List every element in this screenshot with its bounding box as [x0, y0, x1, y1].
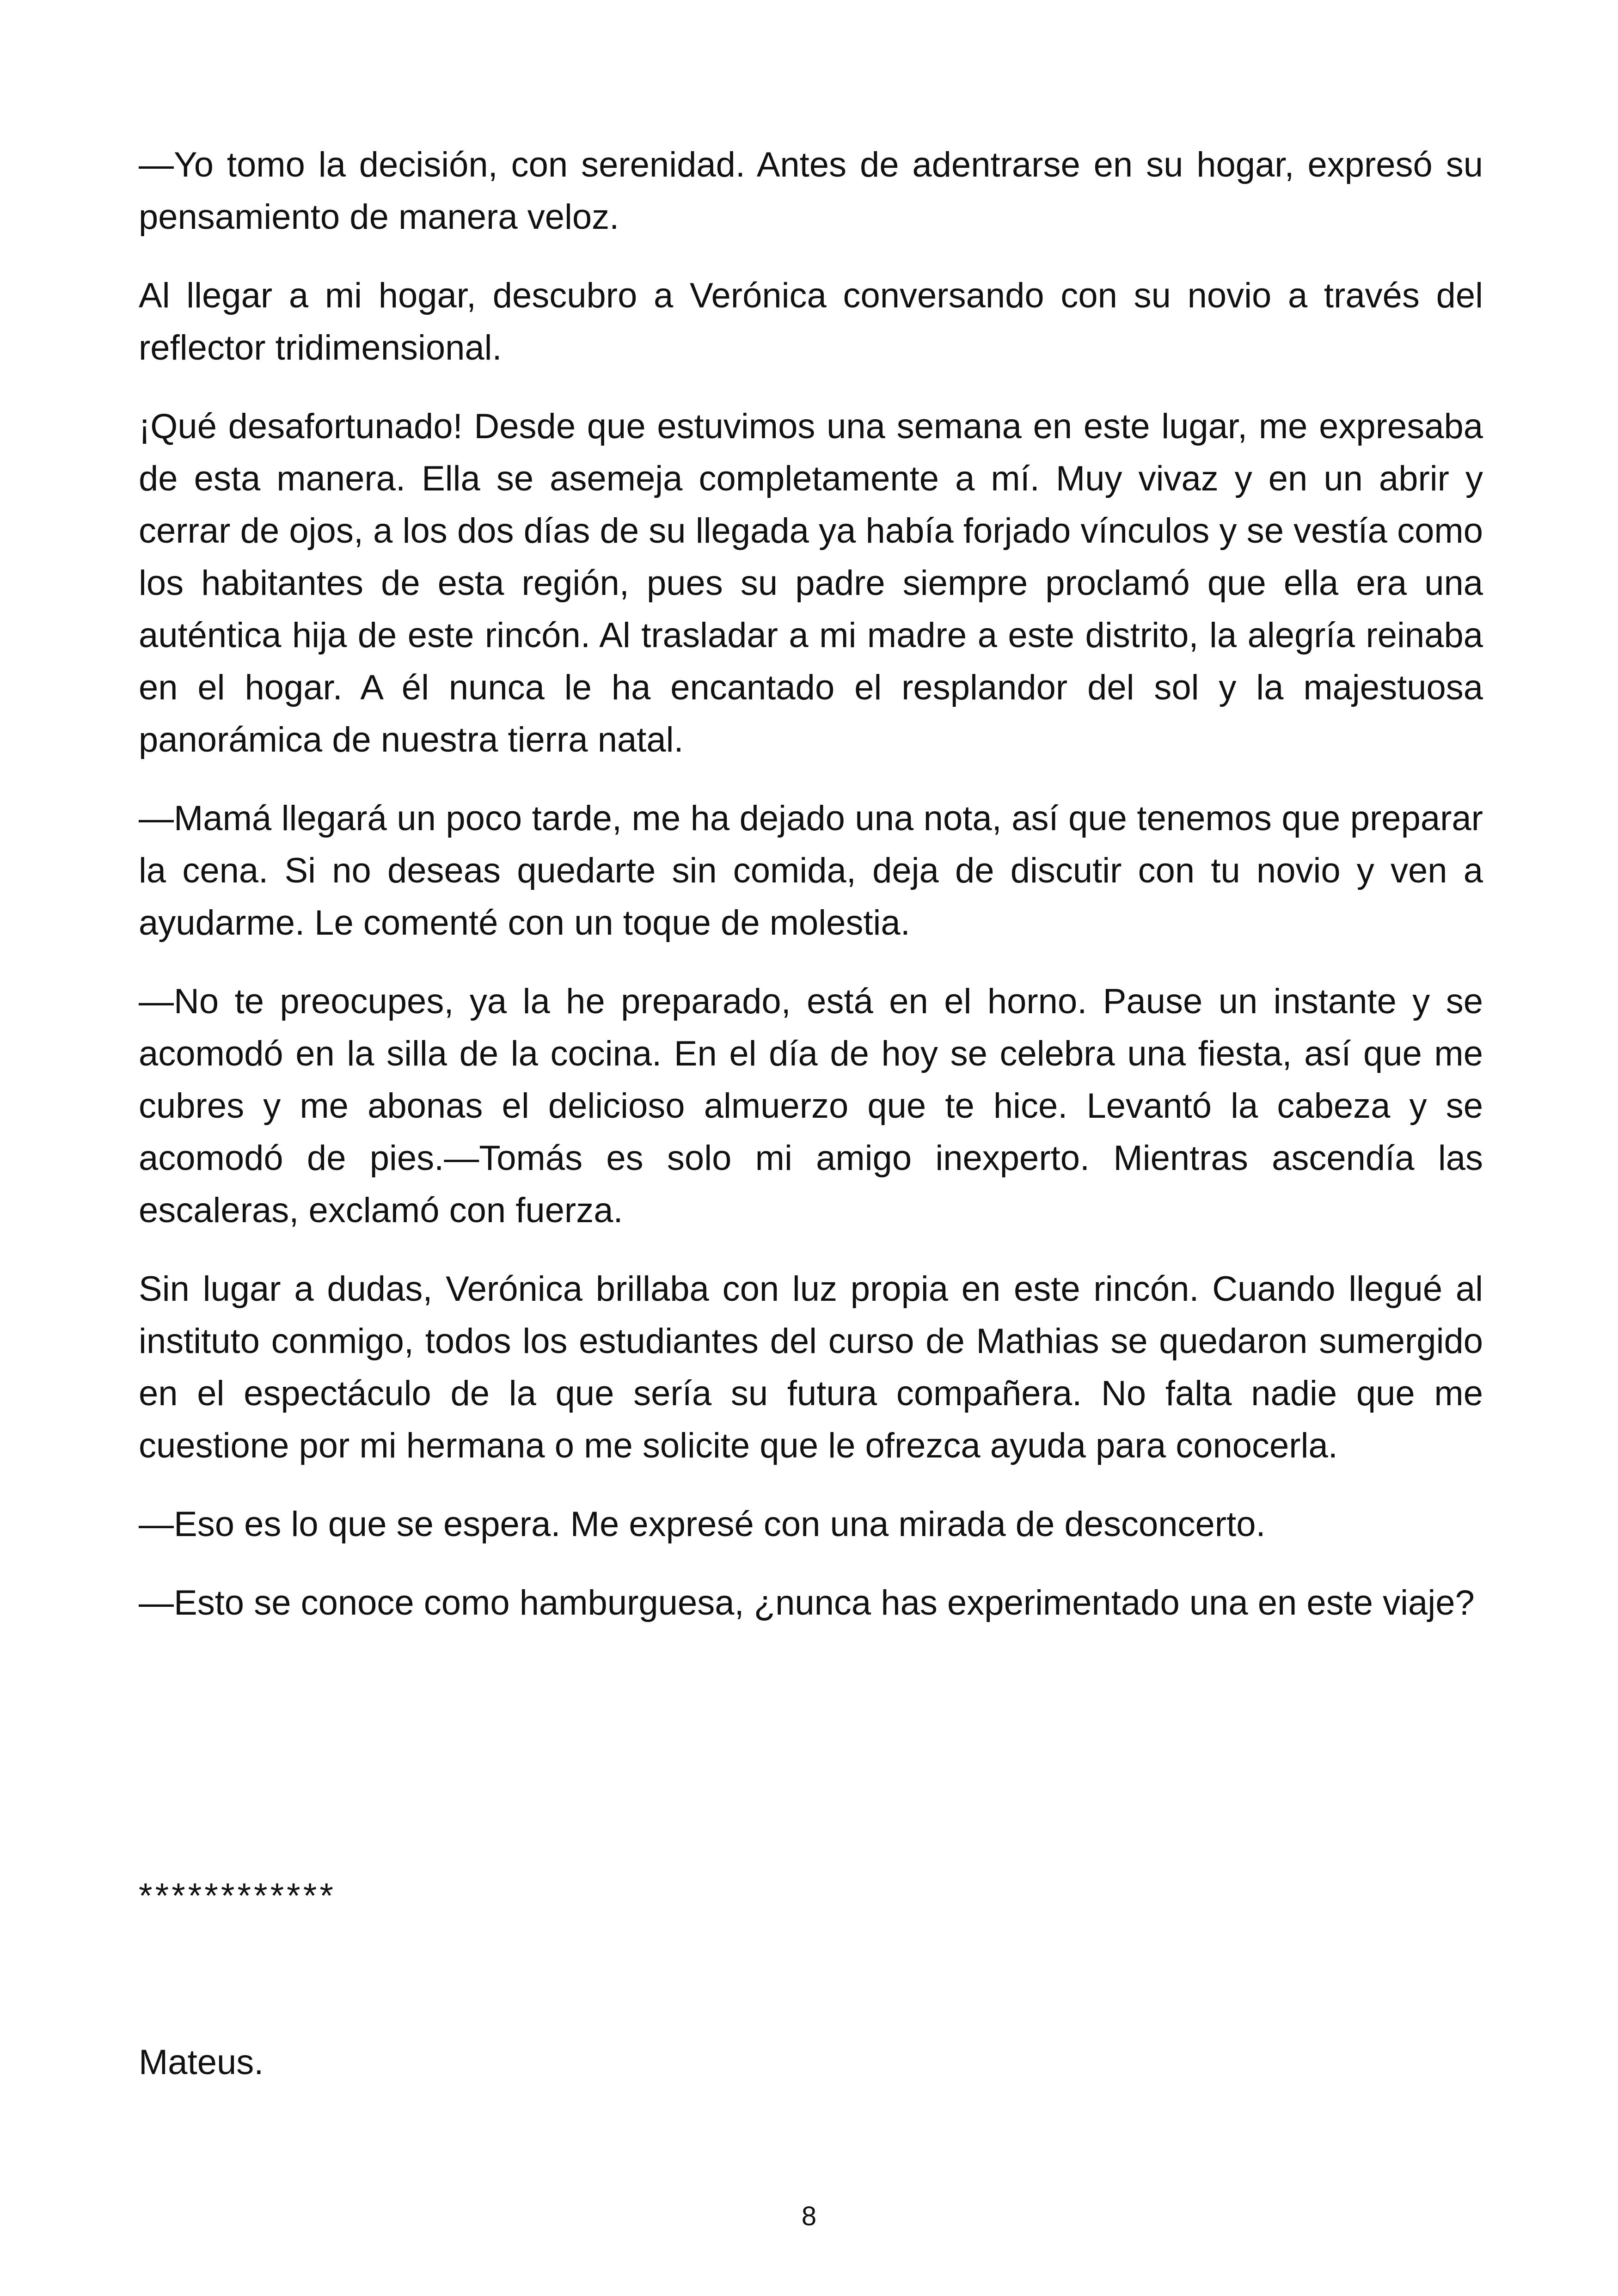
paragraph-8: —Esto se conoce como hamburguesa, ¿nunca has experimentado una en este viaje? — [139, 1583, 1475, 1623]
paragraph-2: Al llegar a mi hogar, descubro a Verónica conversando con su novio a través del reflector tridimensional. — [139, 276, 1483, 367]
paragraph-6: Sin lugar a dudas, Verónica brillaba con luz propia en este rincón. Cuando llegué al instituto conmigo, todos los estudiantes del curso de Mathias se quedaron sumergido en el espectáculo de la que sería su futura compañera. No falta nadie que me cuestione por mi hermana o me solicite que le ofrezca ayuda para conocerla. — [139, 1269, 1483, 1465]
page-number: 8 — [801, 2201, 817, 2231]
paragraph-1: —Yo tomo la decisión, con serenidad. Antes de adentrarse en su hogar, expresó su pensamiento de manera veloz. — [139, 145, 1483, 237]
body-text — [139, 139, 1483, 1655]
paragraph-5: —No te preocupes, ya la he preparado, está en el horno. Pause un instante y se acomodó en la silla de la cocina. En el día de hoy se celebra una fiesta, así que me cubres y me abonas el delicioso almuerzo que te hice. Levantó la cabeza y se acomodó de pies.—Tomás es solo mi amigo inexperto. Mientras ascendía las escaleras, exclamó con fuerza. — [139, 982, 1483, 1230]
paragraph-3: ¡Qué desafortunado! Desde que estuvimos una semana en este lugar, me expresaba de esta manera. Ella se asemeja completamente a mí. Muy vivaz y en un abrir y cerrar de ojos, a los dos días de su llegada ya había forjado vínculos y se vestía como los habitantes de esta región, pues su padre siempre proclamó que ella era una auténtica hija de este rincón. Al trasladar a mi madre a este distrito, la alegría reinaba en el hogar. A él nunca le ha encantado el resplandor del sol y la majestuosa panorámica de nuestra tierra natal. — [139, 407, 1483, 759]
section-separator: ************ — [139, 1876, 336, 1916]
paragraph-4: —Mamá llegará un poco tarde, me ha dejado una nota, así que tenemos que preparar la cena. Si no deseas quedarte sin comida, deja de discutir con tu novio y ven a ayudarme. Le comenté con un toque de molestia. — [139, 799, 1483, 943]
paragraph-7: —Eso es lo que se espera. Me expresé con una mirada de desconcerto. — [139, 1505, 1266, 1544]
signature: Mateus. — [139, 2043, 264, 2082]
